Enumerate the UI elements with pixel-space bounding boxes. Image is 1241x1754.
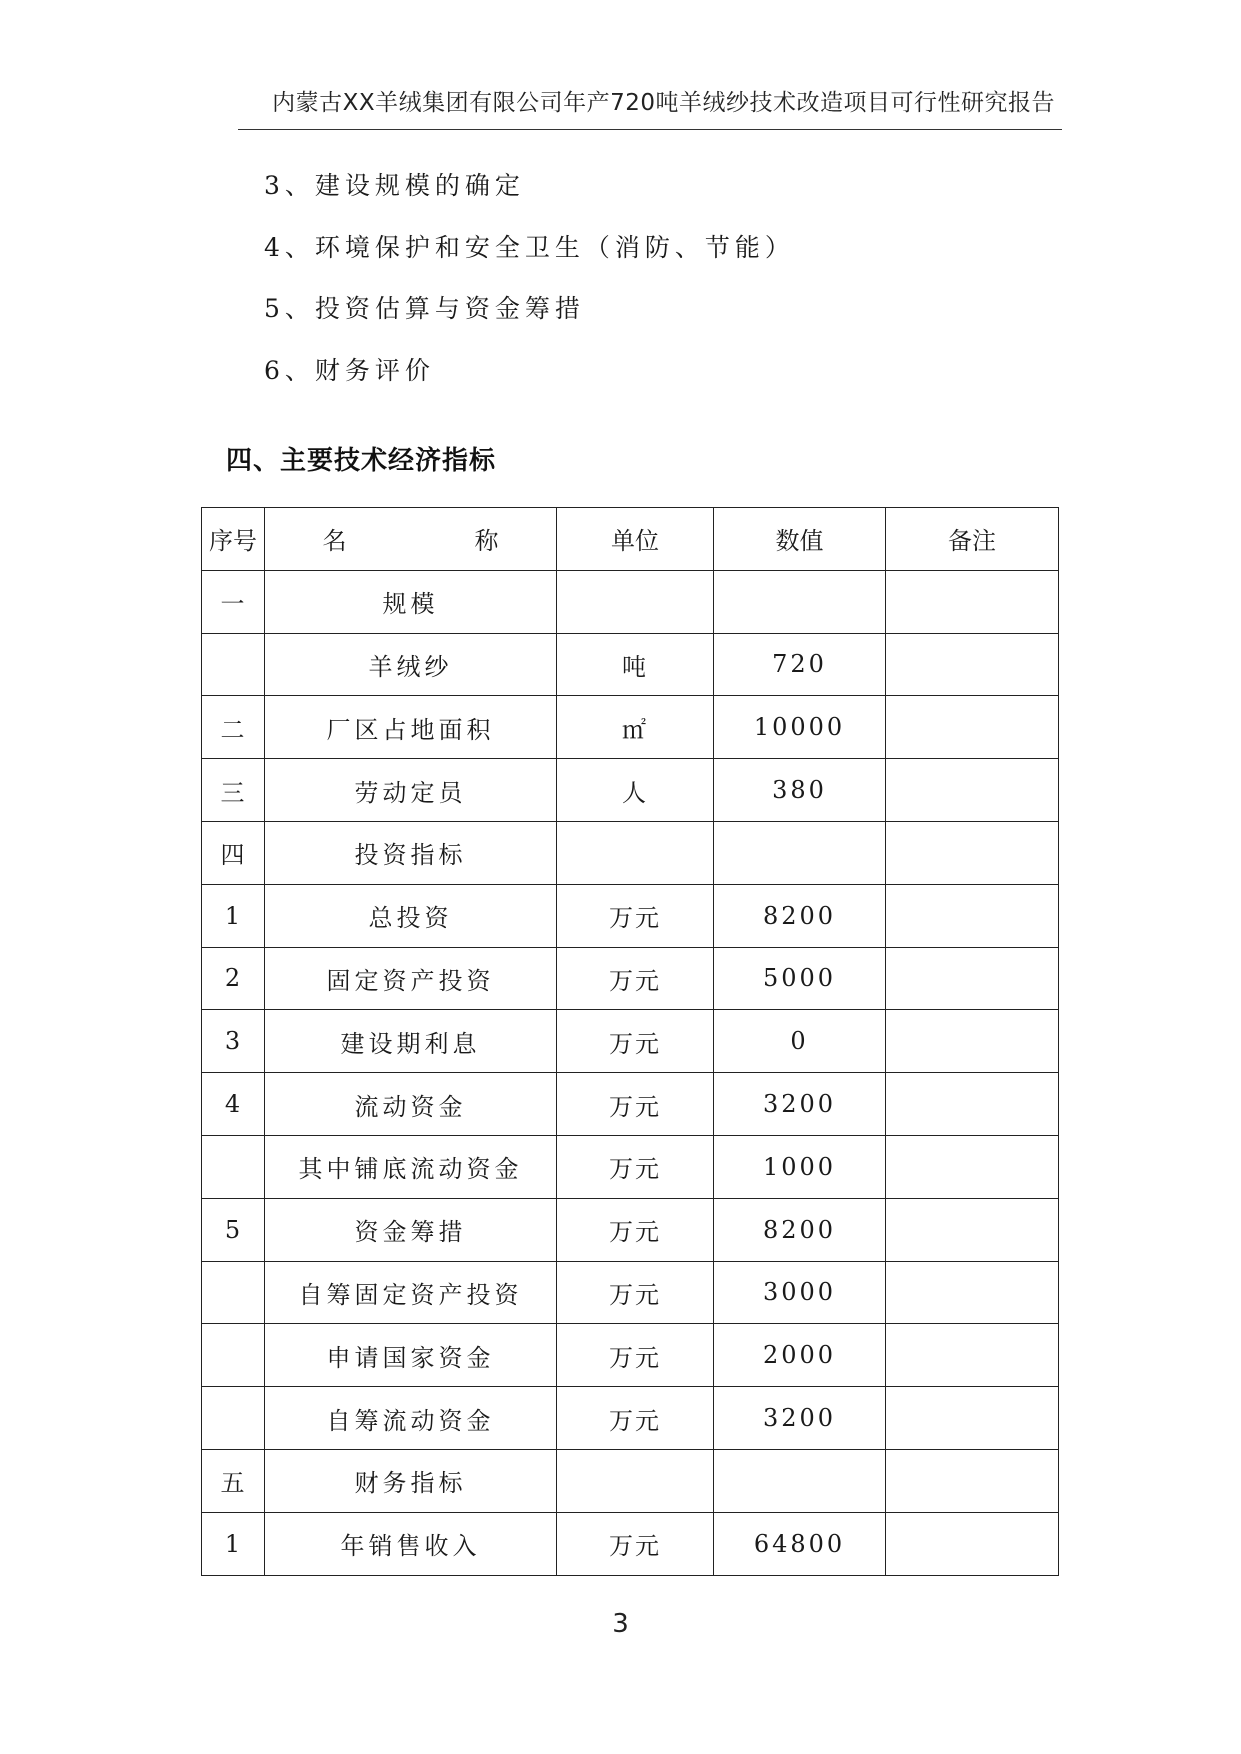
cell-value: 8200 [714,884,886,947]
cell-name: 建设期利息 [265,1010,557,1073]
chapter-list [264,166,795,412]
cell-remark [886,1198,1059,1261]
cell-name: 自筹固定资产投资 [265,1261,557,1324]
table-row [202,1261,1059,1324]
cell-unit: 万元 [557,1512,714,1575]
cell-unit: 吨 [557,633,714,696]
cell-value: 2000 [714,1324,886,1387]
cell-seq [202,633,265,696]
cell-unit: ㎡ [557,696,714,759]
cell-name: 厂区占地面积 [265,696,557,759]
cell-unit: 万元 [557,884,714,947]
cell-name: 年销售收入 [265,1512,557,1575]
cell-value: 3000 [714,1261,886,1324]
cell-unit: 万元 [557,1198,714,1261]
cell-seq [202,1324,265,1387]
cell-unit: 万元 [557,1387,714,1450]
cell-value: 380 [714,759,886,822]
cell-seq: 2 [202,947,265,1010]
header-name-second: 称 [474,527,499,556]
cell-unit: 万元 [557,947,714,1010]
cell-value: 3200 [714,1387,886,1450]
cell-name: 流动资金 [265,1073,557,1136]
cell-name: 自筹流动资金 [265,1387,557,1450]
cell-seq: 一 [202,570,265,633]
cell-name: 总投资 [265,884,557,947]
cell-name: 投资指标 [265,821,557,884]
cell-name: 固定资产投资 [265,947,557,1010]
cell-remark [886,821,1059,884]
cell-remark [886,696,1059,759]
cell-seq: 4 [202,1073,265,1136]
cell-remark [886,1512,1059,1575]
cell-value: 5000 [714,947,886,1010]
cell-unit: 万元 [557,1010,714,1073]
cell-name: 财务指标 [265,1449,557,1512]
table-row [202,1073,1059,1136]
table-row [202,1512,1059,1575]
cell-value [714,1449,886,1512]
cell-value: 0 [714,1010,886,1073]
list-item: 4、环境保护和安全卫生（消防、节能） [264,232,795,262]
cell-seq: 四 [202,821,265,884]
table-row [202,696,1059,759]
table-row [202,633,1059,696]
cell-name: 羊绒纱 [265,633,557,696]
table-row [202,821,1059,884]
cell-value: 3200 [714,1073,886,1136]
cell-unit: 万元 [557,1261,714,1324]
list-item: 6、财务评价 [264,355,435,385]
cell-unit [557,821,714,884]
cell-unit: 万元 [557,1073,714,1136]
table-row [202,1010,1059,1073]
cell-unit: 万元 [557,1324,714,1387]
list-item: 3、建设规模的确定 [264,171,525,200]
table-header-row [202,508,1059,571]
header-unit: 单位 [557,508,714,571]
cell-unit: 人 [557,759,714,822]
table-row [202,1198,1059,1261]
table-row [202,884,1059,947]
report-header-title: 内蒙古XX羊绒集团有限公司年产720吨羊绒纱技术改造项目可行性研究报告 [272,90,1055,116]
cell-remark [886,1449,1059,1512]
cell-value: 8200 [714,1198,886,1261]
header-remark: 备注 [886,508,1059,571]
cell-remark [886,947,1059,1010]
cell-remark [886,570,1059,633]
cell-remark [886,1073,1059,1136]
table-row [202,1135,1059,1198]
cell-seq [202,1387,265,1450]
cell-value: 10000 [714,696,886,759]
cell-seq: 二 [202,696,265,759]
cell-seq: 5 [202,1198,265,1261]
cell-unit [557,570,714,633]
header-divider [238,129,1062,130]
table-row [202,570,1059,633]
cell-value: 1000 [714,1135,886,1198]
cell-value: 64800 [714,1512,886,1575]
header-value: 数值 [714,508,886,571]
cell-unit [557,1449,714,1512]
cell-seq: 1 [202,884,265,947]
cell-value [714,570,886,633]
cell-seq [202,1261,265,1324]
page-number: 3 [612,1609,629,1639]
cell-remark [886,1261,1059,1324]
cell-remark [886,1010,1059,1073]
cell-remark [886,884,1059,947]
table-body [202,570,1059,1575]
table-row [202,1324,1059,1387]
cell-remark [886,633,1059,696]
cell-remark [886,1135,1059,1198]
cell-value [714,821,886,884]
list-item: 5、投资估算与资金筹措 [264,294,585,323]
cell-unit: 万元 [557,1135,714,1198]
technical-economic-indicators-table [201,507,1059,1576]
cell-seq: 五 [202,1449,265,1512]
header-name [265,508,557,571]
cell-seq: 1 [202,1512,265,1575]
header-name-first: 名 [322,527,347,556]
cell-name: 申请国家资金 [265,1324,557,1387]
header-seq: 序号 [202,508,265,571]
cell-remark [886,1387,1059,1450]
table-row [202,759,1059,822]
cell-seq: 3 [202,1010,265,1073]
cell-name: 规模 [265,570,557,633]
cell-remark [886,1324,1059,1387]
table-row [202,947,1059,1010]
section-heading: 四、主要技术经济指标 [226,446,497,476]
cell-seq [202,1135,265,1198]
table-row [202,1449,1059,1512]
table-row [202,1387,1059,1450]
cell-value: 720 [714,633,886,696]
cell-remark [886,759,1059,822]
cell-name: 资金筹措 [265,1198,557,1261]
cell-name: 劳动定员 [265,759,557,822]
cell-seq: 三 [202,759,265,822]
cell-name: 其中铺底流动资金 [265,1135,557,1198]
